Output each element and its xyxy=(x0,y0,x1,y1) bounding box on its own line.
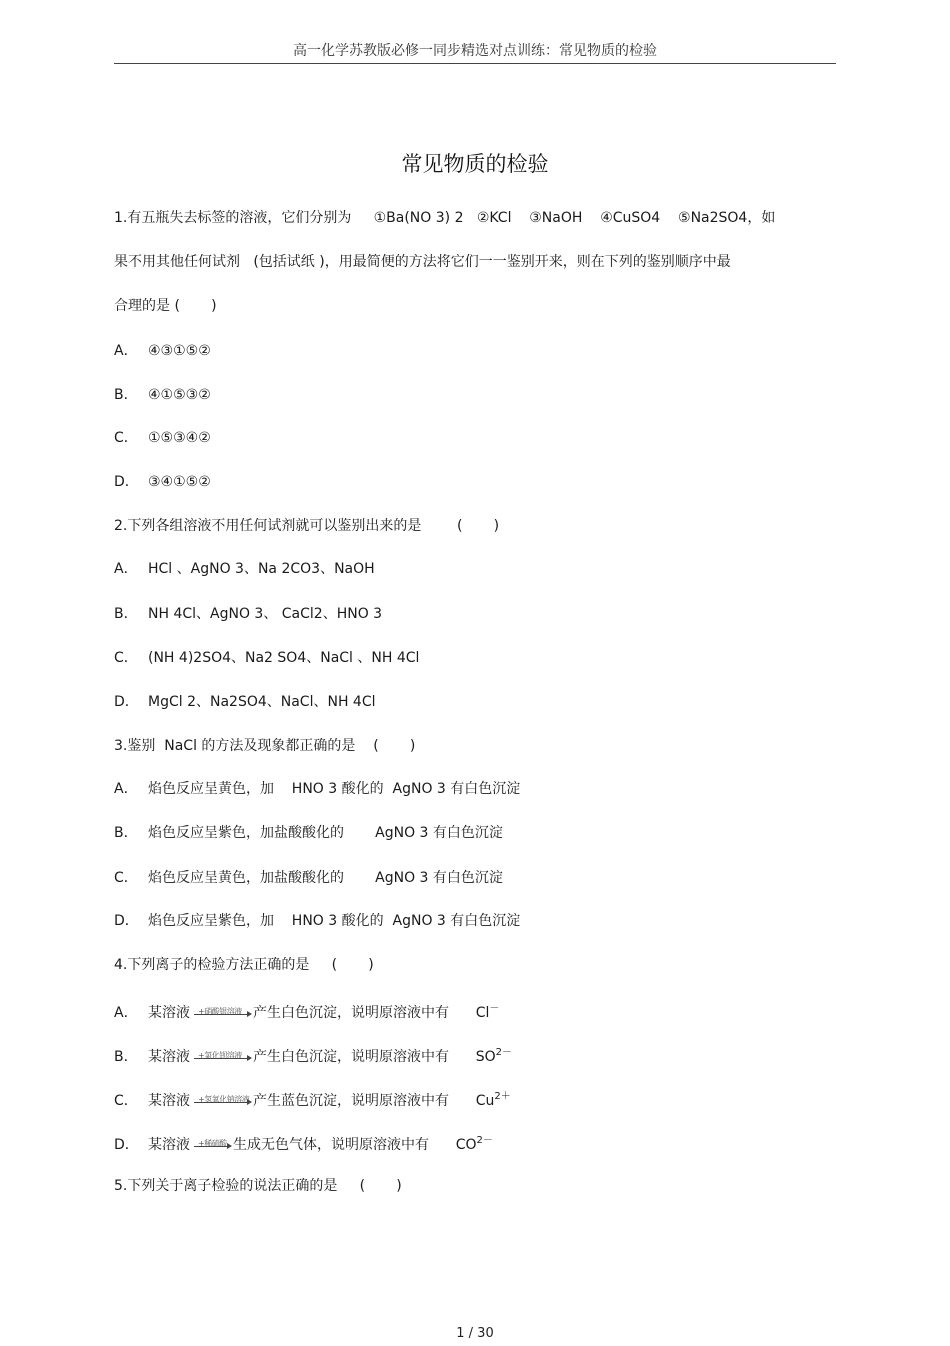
ion-charge: 2－ xyxy=(495,1047,512,1058)
option-before: 某溶液 xyxy=(148,1049,190,1065)
q1-option-b xyxy=(114,385,211,405)
option-after: 产生白色沉淀，说明原溶液中有 xyxy=(253,1049,449,1065)
option-after: 产生蓝色沉淀，说明原溶液中有 xyxy=(253,1093,449,1109)
option-letter: B． xyxy=(114,387,138,403)
option-letter: D． xyxy=(114,913,139,929)
q2-stem: 2.下列各组溶液不用任何试剂就可以鉴别出来的是 ( ) xyxy=(114,518,500,534)
option-text: 焰色反应呈黄色，加盐酸酸化的 AgNO 3 有白色沉淀 xyxy=(148,870,503,886)
q1-stem-line2: 果不用其他任何试剂 (包括试纸 )，用最简便的方法将它们一一鉴别开来，则在下列的鉴别顺序中最 xyxy=(114,254,731,270)
option-after: 产生白色沉淀，说明原溶液中有 xyxy=(253,1005,449,1021)
reagent-label: +氢氧化钠溶液 xyxy=(198,1095,250,1104)
ion-charge: 2＋ xyxy=(494,1091,511,1102)
option-letter: C． xyxy=(114,430,138,446)
option-text: HCl 、AgNO 3、Na 2CO3、NaOH xyxy=(148,561,375,577)
q1-option-a xyxy=(114,341,211,361)
header-divider xyxy=(114,63,836,64)
reagent-arrow xyxy=(194,1094,252,1108)
q2-option-c xyxy=(114,648,419,668)
option-text: 焰色反应呈紫色，加盐酸酸化的 AgNO 3 有白色沉淀 xyxy=(148,825,503,841)
q3-option-b xyxy=(114,823,503,843)
option-letter: C． xyxy=(114,650,138,666)
option-letter: A． xyxy=(114,781,138,797)
reagent-label: +硝酸银溶液 xyxy=(198,1007,242,1016)
q1-option-c xyxy=(114,428,211,448)
option-text: (NH 4)2SO4、Na2 SO4、NaCl 、NH 4Cl xyxy=(148,650,420,666)
option-letter: C． xyxy=(114,870,138,886)
option-letter: A． xyxy=(114,343,138,359)
q1-stem-line1: 1.有五瓶失去标签的溶液，它们分别为 ①Ba(NO 3) 2 ②KCl ③NaOH ④CuSO4 ⑤Na2SO4，如 xyxy=(114,210,776,226)
option-text: ①⑤③④② xyxy=(148,430,211,446)
q4-option-d xyxy=(114,1131,493,1155)
ion-charge: － xyxy=(489,1003,500,1014)
option-text: 焰色反应呈紫色，加 HNO 3 酸化的 AgNO 3 有白色沉淀 xyxy=(148,913,521,929)
q3-option-c xyxy=(114,868,503,888)
q4-option-c xyxy=(114,1087,511,1111)
option-letter: C． xyxy=(114,1093,138,1109)
ion-symbol: Cl xyxy=(475,1005,490,1021)
reagent-label: +稀硫酸 xyxy=(198,1139,227,1148)
option-letter: D． xyxy=(114,694,139,710)
arrow-icon xyxy=(194,1058,250,1059)
q2-option-d xyxy=(114,692,376,712)
q5-stem: 5.下列关于离子检验的说法正确的是 ( ) xyxy=(114,1178,402,1194)
q2-option-a xyxy=(114,559,375,579)
q4-option-b xyxy=(114,1043,512,1067)
reagent-arrow xyxy=(194,1050,252,1064)
option-after: 生成无色气体，说明原溶液中有 xyxy=(233,1137,429,1153)
option-before: 某溶液 xyxy=(148,1005,190,1021)
q2-option-b xyxy=(114,604,382,624)
option-before: 某溶液 xyxy=(148,1093,190,1109)
ion-symbol: SO xyxy=(475,1049,496,1065)
q3-option-d xyxy=(114,911,520,931)
q1-option-d xyxy=(114,472,211,492)
option-text: ④③①⑤② xyxy=(148,343,211,359)
option-text: 焰色反应呈黄色，加 HNO 3 酸化的 AgNO 3 有白色沉淀 xyxy=(148,781,521,797)
option-letter: B． xyxy=(114,606,138,622)
option-letter: A． xyxy=(114,1005,138,1021)
arrow-icon xyxy=(194,1014,250,1015)
option-letter: A． xyxy=(114,561,138,577)
running-header: 高一化学苏教版必修一同步精选对点训练：常见物质的检验 xyxy=(293,43,657,59)
q3-option-a xyxy=(114,779,520,799)
q4-stem: 4.下列离子的检验方法正确的是 ( ) xyxy=(114,957,374,973)
option-text: NH 4Cl、AgNO 3、 CaCl2、HNO 3 xyxy=(148,606,383,622)
reagent-arrow xyxy=(194,1138,232,1152)
reagent-label: +氯化钡溶液 xyxy=(198,1051,242,1060)
page-title: 常见物质的检验 xyxy=(401,152,549,176)
page-number: 1 / 30 xyxy=(456,1326,494,1341)
option-before: 某溶液 xyxy=(148,1137,190,1153)
option-letter: B． xyxy=(114,825,138,841)
option-letter: B． xyxy=(114,1049,138,1065)
option-letter: D． xyxy=(114,1137,139,1153)
option-text: ③④①⑤② xyxy=(148,474,211,490)
option-text: ④①⑤③② xyxy=(148,387,211,403)
q3-stem: 3.鉴别 NaCl 的方法及现象都正确的是 ( ) xyxy=(114,738,416,754)
option-letter: D． xyxy=(114,474,139,490)
arrow-icon xyxy=(194,1102,250,1103)
ion-symbol: CO xyxy=(455,1137,477,1153)
q1-stem-line3: 合理的是 ( ) xyxy=(114,298,217,314)
reagent-arrow xyxy=(194,1006,252,1020)
ion-charge: 2－ xyxy=(476,1135,493,1146)
option-text: MgCl 2、Na2SO4、NaCl、NH 4Cl xyxy=(148,694,376,710)
arrow-icon xyxy=(194,1146,230,1147)
ion-symbol: Cu xyxy=(475,1093,495,1109)
q4-option-a xyxy=(114,999,499,1023)
